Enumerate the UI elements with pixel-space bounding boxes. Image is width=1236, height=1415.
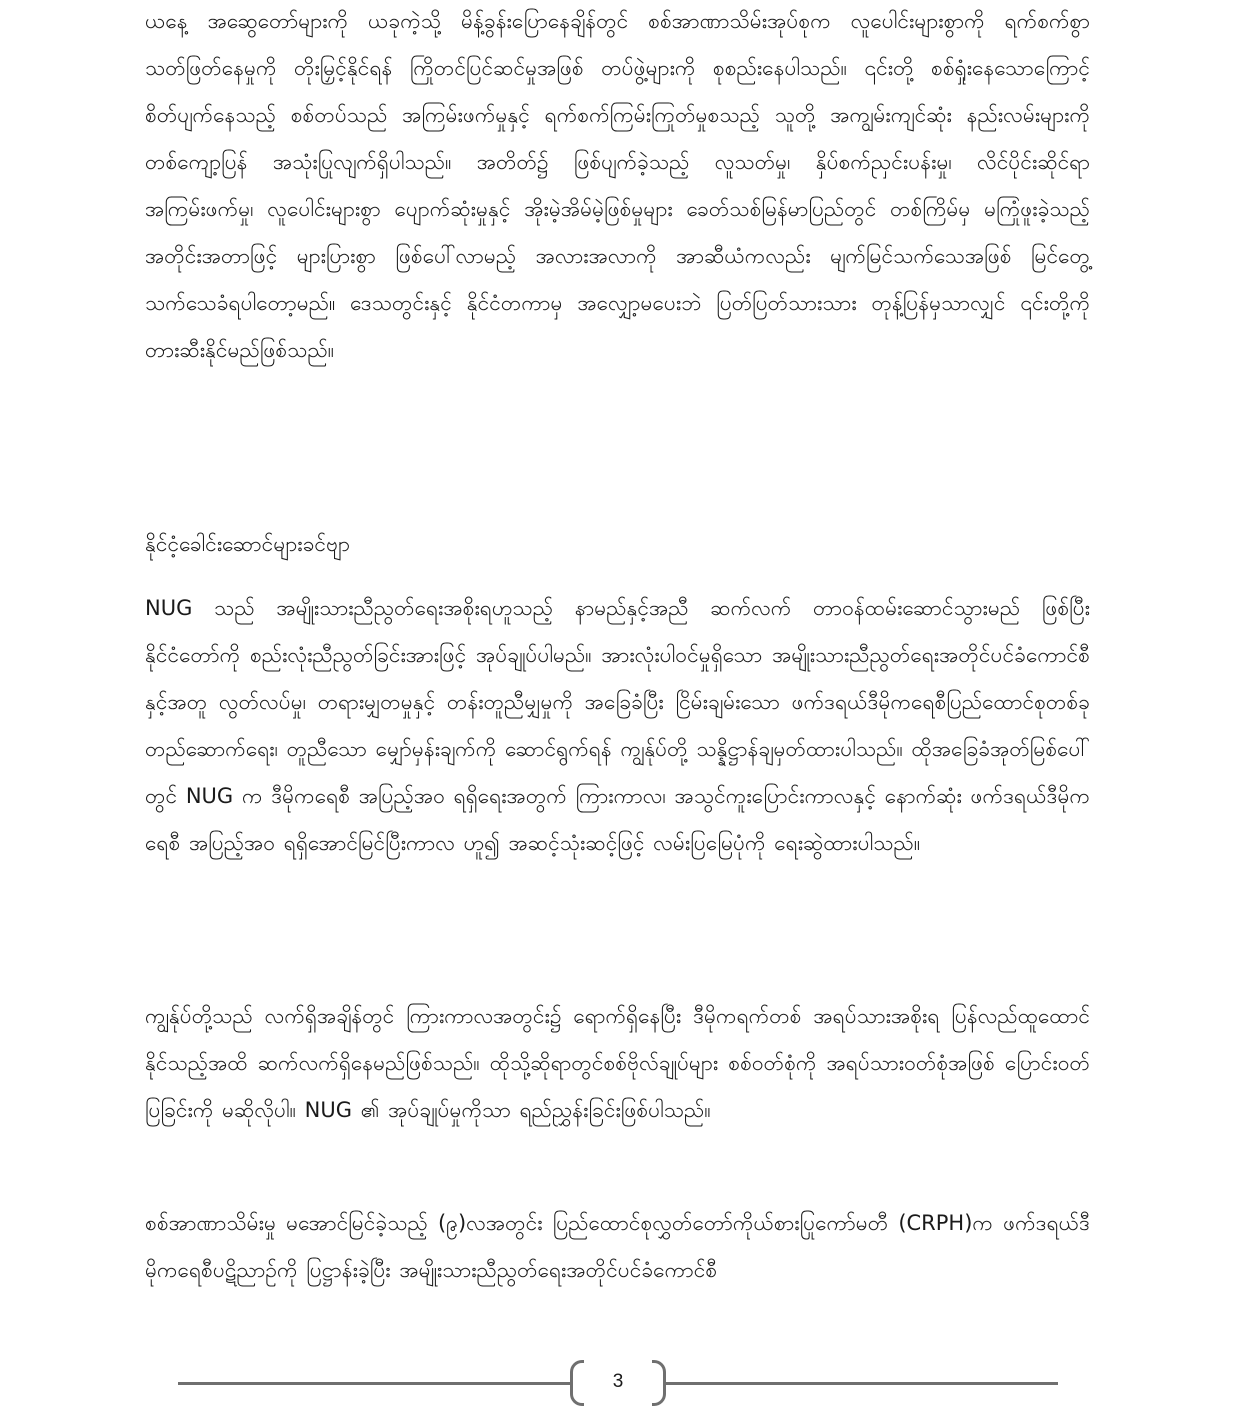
footer-rule-left [178,1382,570,1385]
left-brace-icon [570,1360,584,1406]
paragraph-4: စစ်အာဏာသိမ်းမှု မအောင်မြင်ခဲ့သည့် (၉)လအတွင်း ပြည်ထောင်စုလွှတ်တော်ကိုယ်စားပြုကော်မတီ (CRPH)က ဖက်ဒရယ်ဒီမိုကရေစီပဋိညာဉ်ကို ပြဋ္ဌာန်းခဲ့ပြီး အမျိုးသားညီညွတ်ရေးအတိုင်ပင်ခံကောင်စီ [145,1211,1090,1282]
paragraph-3: ကျွန်ုပ်တို့သည် လက်ရှိအချိန်တွင် ကြားကာလအတွင်း၌ ရောက်ရှိနေပြီး ဒီမိုကရက်တစ် အရပ်သားအစိုးရ ပြန်လည်ထူထောင်နိုင်သည့်အထိ ဆက်လက်ရှိနေမည်ဖြစ်သည်။ ထိုသို့ဆိုရာတွင်စစ်ဗိုလ်ချုပ်များ စစ်ဝတ်စုံကို အရပ်သားဝတ်စုံအဖြစ် ပြောင်းဝတ်ပြခြင်းကို မဆိုလိုပါ။ NUG ၏ အုပ်ချုပ်မှုကိုသာ ရည်ညွှန်းခြင်းဖြစ်ပါသည်။ [145,1004,1090,1122]
section-heading: နိုင်ငံ့ခေါင်းဆောင်များခင်ဗျာ [145,532,351,556]
page-number: 3 [612,1371,624,1392]
footer-rule-right [666,1382,1058,1385]
paragraph-1: ယနေ့ အဆွေတော်များကို ယခုကဲ့သို့ မိန့်ခွန်းပြောနေချိန်တွင် စစ်အာဏာသိမ်းအုပ်စုက လူပေါင်းများစွာကို ရက်စက်စွာ သတ်ဖြတ်နေမှုကို တိုးမြှင့်နိုင်ရန် ကြိုတင်ပြင်ဆင်မှုအဖြစ် တပ်ဖွဲ့များကို စုစည်းနေပါသည်။ ၎င်းတို့ စစ်ရှုံးနေသောကြောင့် စိတ်ပျက်နေသည့် စစ်တပ်သည် အကြမ်းဖက်မှုနှင့် ရက်စက်ကြမ်းကြုတ်မှုစသည့် သူတို့ အကျွမ်းကျင်ဆုံး နည်းလမ်းများကို တစ်ကျော့ပြန် အသုံးပြုလျက်ရှိပါသည်။ အတိတ်၌ ဖြစ်ပျက်ခဲ့သည့် လူသတ်မှု၊ နှိပ်စက်ညှင်းပန်းမှု၊ လိင်ပိုင်းဆိုင်ရာ အကြမ်းဖက်မှု၊ လူပေါင်းများစွာ ပျောက်ဆုံးမှုနှင့် အိုးမဲ့အိမ်မဲ့ဖြစ်မှုများ ခေတ်သစ်မြန်မာပြည်တွင် တစ်ကြိမ်မှ မကြုံဖူးခဲ့သည့် အတိုင်းအတာဖြင့် များပြားစွာ ဖြစ်ပေါ်လာမည့် အလားအလာကို အာဆီယံကလည်း မျက်မြင်သက်သေအဖြစ် မြင်တွေ့ သက်သေခံရပါတော့မည်။ ဒေသတွင်းနှင့် နိုင်ငံတကာမှ အလျှော့မပေးဘဲ ပြတ်ပြတ်သားသား တုန့်ပြန်မှသာလျှင် ၎င်းတို့ကို တားဆီးနိုင်မည်ဖြစ်သည်။ [145,9,1090,362]
paragraph-2: NUG သည် အမျိုးသားညီညွတ်ရေးအစိုးရဟူသည့် နာမည်နှင့်အညီ ဆက်လက် တာဝန်ထမ်းဆောင်သွားမည် ဖြစ်ပြီး နိုင်ငံတော်ကို စည်းလုံးညီညွတ်ခြင်းအားဖြင့် အုပ်ချုပ်ပါမည်။ အားလုံးပါဝင်မှုရှိသော အမျိုးသားညီညွတ်ရေးအတိုင်ပင်ခံကောင်စီနှင့်အတူ လွတ်လပ်မှု၊ တရားမျှတမှုနှင့် တန်းတူညီမျှမှုကို အခြေခံပြီး ငြိမ်းချမ်းသော ဖက်ဒရယ်ဒီမိုကရေစီပြည်ထောင်စုတစ်ခု တည်ဆောက်ရေး၊ တူညီသော မျှော်မှန်းချက်ကို ဆောင်ရွက်ရန် ကျွန်ုပ်တို့ သန္နိဋ္ဌာန်ချမှတ်ထားပါသည်။ ထိုအခြေခံအုတ်မြစ်ပေါ်တွင် NUG က ဒီမိုကရေစီ အပြည့်အဝ ရရှိရေးအတွက် ကြားကာလ၊ အသွင်ကူးပြောင်းကာလနှင့် နောက်ဆုံး ဖက်ဒရယ်ဒီမိုကရေစီ အပြည့်အဝ ရရှိအောင်မြင်ပြီးကာလ ဟူ၍ အဆင့်သုံးဆင့်ဖြင့် လမ်းပြမြေပုံကို ရေးဆွဲထားပါသည်။ [145,596,1090,855]
page-footer [178,1355,1058,1415]
right-brace-icon [652,1360,666,1406]
